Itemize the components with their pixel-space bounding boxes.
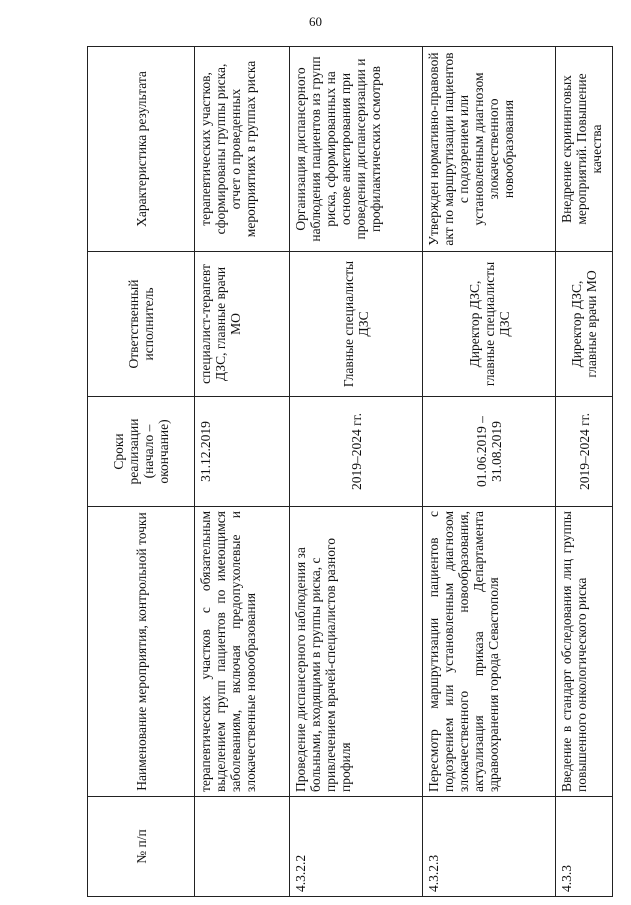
- table-row: [290, 47, 423, 897]
- cell-num: 4.3.2.3: [423, 797, 556, 897]
- cell-dates: 01.06.2019 – 31.08.2019: [423, 397, 556, 507]
- cell-result: терапевтических участков, сформированы группы риска, отчет о проведенных мероприятиях в группах риска: [195, 47, 290, 252]
- table-row: [195, 47, 290, 897]
- measures-table: [87, 46, 613, 897]
- table-header-row: [88, 47, 195, 897]
- cell-executor: Директор ДЗС, главные специалисты ДЗС: [423, 252, 556, 397]
- cell-num: 4.3.2.2: [290, 797, 423, 897]
- cell-name: Введение в стандарт обследования лиц группы повышенного онкологического риска: [556, 507, 613, 797]
- cell-dates: 2019–2024 гг.: [290, 397, 423, 507]
- cell-name: терапевтических участков с обязательным выделением групп пациентов по имеющимся заболеваниям, включая предопухолевые и злокачественные новообразования: [195, 507, 290, 797]
- cell-name: Пересмотр маршрутизации пациентов с подозрением или установленным диагнозом злокачественного новообразования, актуализация приказа Департамента здравоохранения города Севастополя: [423, 507, 556, 797]
- cell-num: [195, 797, 290, 897]
- header-name: Наименование мероприятия, контрольной точки: [88, 507, 195, 797]
- table-row: [423, 47, 556, 897]
- header-dates: Сроки реализации (начало – окончание): [88, 397, 195, 507]
- cell-dates: 2019–2024 гг.: [556, 397, 613, 507]
- cell-executor: специалист-терапевт ДЗС, главные врачи МО: [195, 252, 290, 397]
- cell-result: Организация диспансерного наблюдения пациентов из групп риска, сформированных на основе анкетирования при проведении диспансеризации и профилактических осмотров: [290, 47, 423, 252]
- cell-result: Внедрение скрининговых мероприятий. Повышение качества: [556, 47, 613, 252]
- header-result: Характеристика результата: [88, 47, 195, 252]
- cell-result: Утвержден нормативно-правовой акт по маршрутизации пациентов с подозрением или установленным диагнозом злокачественного новообразования: [423, 47, 556, 252]
- cell-name: Проведение диспансерного наблюдения за больными, входящими в группы риска, с привлечением врачей-специалистов разного профиля: [290, 507, 423, 797]
- table-row: [556, 47, 613, 897]
- rotated-table-wrapper: [87, 47, 604, 897]
- cell-executor: Директор ДЗС, главные врачи МО: [556, 252, 613, 397]
- cell-dates: 31.12.2019: [195, 397, 290, 507]
- header-num: № п/п: [88, 797, 195, 897]
- header-executor: Ответственный исполнитель: [88, 252, 195, 397]
- cell-num: 4.3.3: [556, 797, 613, 897]
- cell-executor: Главные специалисты ДЗС: [290, 252, 423, 397]
- page-number: 60: [309, 14, 322, 29]
